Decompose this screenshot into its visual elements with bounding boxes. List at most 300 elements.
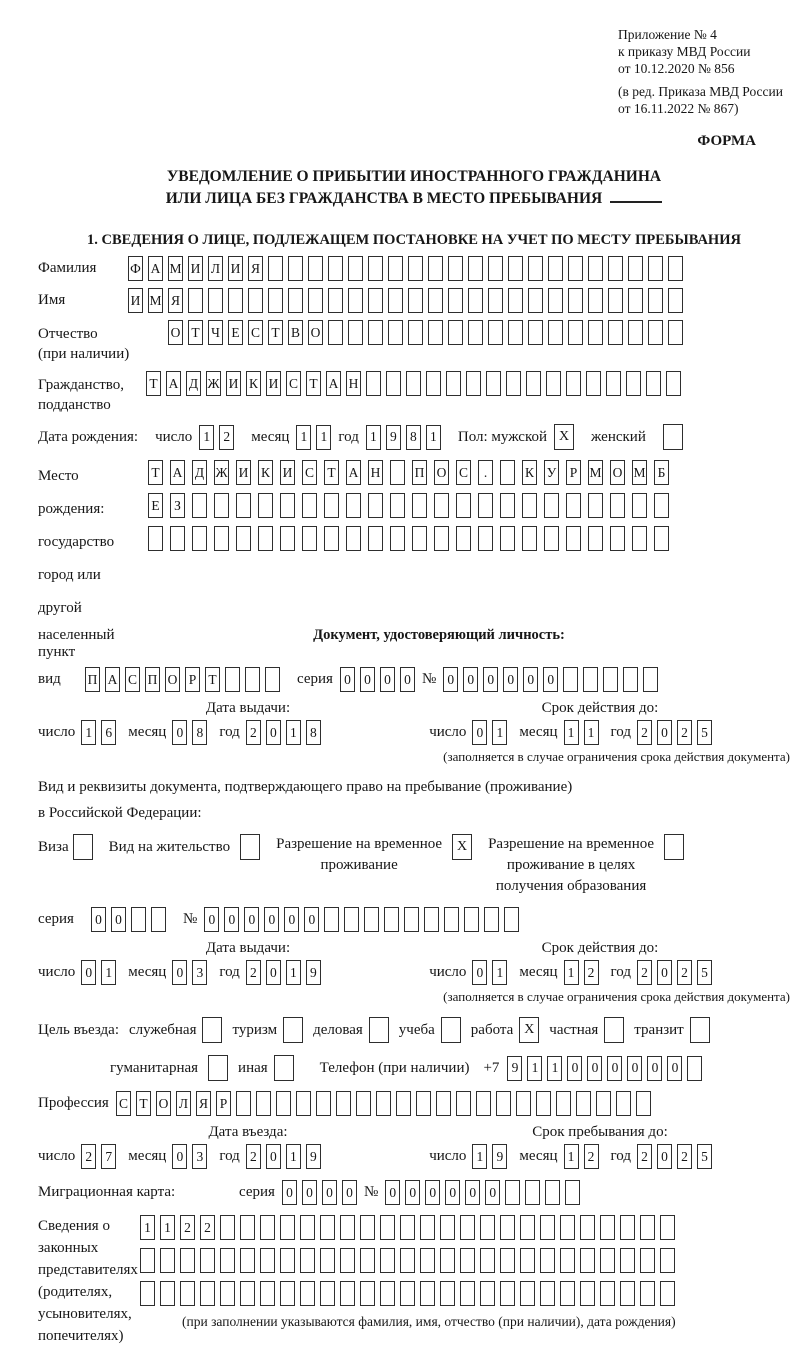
char-box[interactable] — [500, 1248, 515, 1273]
char-box[interactable]: 5 — [697, 1144, 712, 1169]
char-box[interactable] — [328, 256, 343, 281]
char-box[interactable]: Т — [324, 460, 339, 485]
char-box[interactable] — [151, 907, 166, 932]
char-box[interactable] — [240, 1281, 255, 1306]
char-box[interactable]: Е — [228, 320, 243, 345]
char-box[interactable] — [440, 1281, 455, 1306]
char-box[interactable]: 1 — [564, 720, 579, 745]
char-box[interactable]: 0 — [523, 667, 538, 692]
char-box[interactable] — [663, 424, 683, 450]
char-box[interactable] — [528, 288, 543, 313]
char-box[interactable] — [456, 526, 471, 551]
char-box[interactable] — [588, 526, 603, 551]
char-box[interactable] — [428, 256, 443, 281]
char-box[interactable] — [610, 526, 625, 551]
char-box[interactable] — [588, 256, 603, 281]
char-box[interactable] — [260, 1248, 275, 1273]
char-box[interactable] — [540, 1248, 555, 1273]
char-box[interactable]: М — [148, 288, 163, 313]
char-box[interactable]: И — [128, 288, 143, 313]
char-box[interactable]: Ж — [214, 460, 229, 485]
char-box[interactable] — [448, 256, 463, 281]
char-box[interactable] — [600, 1281, 615, 1306]
char-box[interactable]: 0 — [485, 1180, 500, 1205]
char-box[interactable]: 0 — [443, 667, 458, 692]
char-box[interactable]: . — [478, 460, 493, 485]
char-box[interactable] — [505, 1180, 520, 1205]
char-box[interactable] — [400, 1215, 415, 1240]
char-box[interactable]: 0 — [543, 667, 558, 692]
char-box[interactable] — [464, 907, 479, 932]
char-box[interactable] — [508, 320, 523, 345]
char-box[interactable]: 2 — [677, 960, 692, 985]
char-box[interactable] — [200, 1281, 215, 1306]
char-box[interactable]: Д — [186, 371, 201, 396]
char-box[interactable] — [240, 1248, 255, 1273]
char-box[interactable] — [200, 1248, 215, 1273]
char-box[interactable]: 0 — [400, 667, 415, 692]
char-box[interactable]: 0 — [567, 1056, 582, 1081]
char-box[interactable]: И — [236, 460, 251, 485]
char-box[interactable]: Р — [216, 1091, 231, 1116]
char-box[interactable] — [660, 1281, 675, 1306]
char-box[interactable] — [390, 460, 405, 485]
char-box[interactable]: И — [228, 256, 243, 281]
char-box[interactable] — [214, 493, 229, 518]
char-box[interactable]: 8 — [306, 720, 321, 745]
char-box[interactable] — [478, 526, 493, 551]
char-box[interactable]: 1 — [286, 720, 301, 745]
char-box[interactable]: 1 — [547, 1056, 562, 1081]
char-box[interactable]: 6 — [101, 720, 116, 745]
char-box[interactable] — [568, 320, 583, 345]
char-box[interactable] — [540, 1281, 555, 1306]
char-box[interactable]: К — [246, 371, 261, 396]
char-box[interactable]: Н — [368, 460, 383, 485]
char-box[interactable] — [654, 526, 669, 551]
char-box[interactable]: 0 — [472, 720, 487, 745]
char-box[interactable] — [528, 256, 543, 281]
char-box[interactable] — [208, 1055, 228, 1081]
char-box[interactable] — [426, 371, 441, 396]
char-box[interactable] — [302, 526, 317, 551]
char-box[interactable] — [308, 256, 323, 281]
char-box[interactable] — [220, 1248, 235, 1273]
char-box[interactable]: С — [125, 667, 140, 692]
char-box[interactable] — [456, 1091, 471, 1116]
char-box[interactable] — [280, 1248, 295, 1273]
char-box[interactable] — [280, 493, 295, 518]
char-box[interactable]: У — [544, 460, 559, 485]
char-box[interactable]: Ж — [206, 371, 221, 396]
char-box[interactable]: 0 — [607, 1056, 622, 1081]
char-box[interactable] — [588, 320, 603, 345]
char-box[interactable] — [140, 1281, 155, 1306]
char-box[interactable]: 0 — [81, 960, 96, 985]
char-box[interactable] — [302, 493, 317, 518]
char-box[interactable]: 0 — [111, 907, 126, 932]
char-box[interactable] — [420, 1215, 435, 1240]
char-box[interactable]: 0 — [340, 667, 355, 692]
char-box[interactable] — [320, 1281, 335, 1306]
char-box[interactable] — [478, 493, 493, 518]
char-box[interactable]: Т — [188, 320, 203, 345]
char-box[interactable]: Л — [208, 256, 223, 281]
char-box[interactable] — [516, 1091, 531, 1116]
char-box[interactable] — [245, 667, 260, 692]
char-box[interactable] — [486, 371, 501, 396]
char-box[interactable]: А — [326, 371, 341, 396]
char-box[interactable] — [346, 526, 361, 551]
char-box[interactable]: О — [165, 667, 180, 692]
char-box[interactable] — [192, 493, 207, 518]
char-box[interactable] — [648, 288, 663, 313]
char-box[interactable]: 1 — [584, 720, 599, 745]
char-box[interactable]: А — [346, 460, 361, 485]
char-box[interactable] — [434, 493, 449, 518]
char-box[interactable]: 0 — [587, 1056, 602, 1081]
char-box[interactable] — [480, 1215, 495, 1240]
char-box[interactable] — [548, 320, 563, 345]
char-box[interactable] — [520, 1215, 535, 1240]
char-box[interactable] — [400, 1248, 415, 1273]
char-box[interactable] — [388, 256, 403, 281]
char-box[interactable] — [536, 1091, 551, 1116]
char-box[interactable]: 5 — [697, 960, 712, 985]
char-box[interactable] — [368, 320, 383, 345]
char-box[interactable]: П — [85, 667, 100, 692]
char-box[interactable] — [280, 526, 295, 551]
char-box[interactable]: 1 — [366, 425, 381, 450]
char-box[interactable] — [408, 320, 423, 345]
char-box[interactable] — [416, 1091, 431, 1116]
char-box[interactable]: Я — [196, 1091, 211, 1116]
char-box[interactable]: 2 — [637, 720, 652, 745]
char-box[interactable]: 1 — [101, 960, 116, 985]
char-box[interactable]: Ф — [128, 256, 143, 281]
char-box[interactable] — [386, 371, 401, 396]
char-box[interactable]: Я — [168, 288, 183, 313]
char-box[interactable]: 1 — [81, 720, 96, 745]
char-box[interactable] — [256, 1091, 271, 1116]
char-box[interactable] — [288, 288, 303, 313]
char-box[interactable]: 8 — [406, 425, 421, 450]
char-box[interactable]: А — [148, 256, 163, 281]
char-box[interactable]: С — [116, 1091, 131, 1116]
char-box[interactable] — [369, 1017, 389, 1043]
char-box[interactable]: 0 — [172, 1144, 187, 1169]
char-box[interactable]: Д — [192, 460, 207, 485]
char-box[interactable]: Е — [148, 493, 163, 518]
char-box[interactable] — [268, 256, 283, 281]
char-box[interactable]: 1 — [316, 425, 331, 450]
char-box[interactable] — [520, 1281, 535, 1306]
char-box[interactable] — [160, 1248, 175, 1273]
char-box[interactable] — [628, 288, 643, 313]
char-box[interactable]: Т — [146, 371, 161, 396]
char-box[interactable] — [628, 256, 643, 281]
char-box[interactable] — [576, 1091, 591, 1116]
char-box[interactable] — [480, 1281, 495, 1306]
char-box[interactable] — [526, 371, 541, 396]
char-box[interactable] — [520, 1248, 535, 1273]
char-box[interactable] — [632, 493, 647, 518]
char-box[interactable]: 0 — [657, 960, 672, 985]
char-box[interactable]: 5 — [697, 720, 712, 745]
char-box[interactable]: X — [519, 1017, 539, 1043]
char-box[interactable]: 9 — [507, 1056, 522, 1081]
char-box[interactable] — [324, 526, 339, 551]
char-box[interactable] — [623, 667, 638, 692]
char-box[interactable]: 0 — [647, 1056, 662, 1081]
char-box[interactable] — [260, 1281, 275, 1306]
char-box[interactable]: 0 — [445, 1180, 460, 1205]
char-box[interactable]: 2 — [246, 720, 261, 745]
char-box[interactable]: Т — [306, 371, 321, 396]
char-box[interactable] — [468, 256, 483, 281]
char-box[interactable] — [366, 371, 381, 396]
char-box[interactable]: 0 — [667, 1056, 682, 1081]
char-box[interactable] — [548, 256, 563, 281]
char-box[interactable] — [360, 1215, 375, 1240]
char-box[interactable] — [180, 1281, 195, 1306]
char-box[interactable]: А — [170, 460, 185, 485]
char-box[interactable] — [603, 667, 618, 692]
char-box[interactable]: Л — [176, 1091, 191, 1116]
char-box[interactable]: 9 — [386, 425, 401, 450]
char-box[interactable] — [236, 493, 251, 518]
char-box[interactable] — [340, 1215, 355, 1240]
char-box[interactable] — [488, 320, 503, 345]
char-box[interactable] — [406, 371, 421, 396]
char-box[interactable] — [525, 1180, 540, 1205]
char-box[interactable]: 0 — [463, 667, 478, 692]
char-box[interactable]: Р — [566, 460, 581, 485]
char-box[interactable]: 1 — [472, 1144, 487, 1169]
char-box[interactable]: 1 — [199, 425, 214, 450]
char-box[interactable] — [380, 1281, 395, 1306]
char-box[interactable]: О — [156, 1091, 171, 1116]
char-box[interactable] — [500, 1281, 515, 1306]
char-box[interactable] — [488, 256, 503, 281]
char-box[interactable]: 0 — [244, 907, 259, 932]
char-box[interactable] — [236, 526, 251, 551]
char-box[interactable] — [456, 493, 471, 518]
char-box[interactable] — [620, 1215, 635, 1240]
char-box[interactable]: С — [286, 371, 301, 396]
char-box[interactable] — [646, 371, 661, 396]
char-box[interactable]: 0 — [284, 907, 299, 932]
char-box[interactable] — [441, 1017, 461, 1043]
char-box[interactable] — [565, 1180, 580, 1205]
char-box[interactable]: 0 — [405, 1180, 420, 1205]
char-box[interactable] — [488, 288, 503, 313]
char-box[interactable] — [180, 1248, 195, 1273]
char-box[interactable]: 0 — [657, 720, 672, 745]
char-box[interactable]: К — [522, 460, 537, 485]
char-box[interactable]: Ч — [208, 320, 223, 345]
char-box[interactable] — [668, 256, 683, 281]
char-box[interactable] — [228, 288, 243, 313]
char-box[interactable]: X — [452, 834, 472, 860]
char-box[interactable] — [396, 1091, 411, 1116]
char-box[interactable]: X — [554, 424, 574, 450]
char-box[interactable] — [258, 526, 273, 551]
char-box[interactable]: 1 — [296, 425, 311, 450]
char-box[interactable]: 0 — [172, 960, 187, 985]
char-box[interactable] — [484, 907, 499, 932]
char-box[interactable] — [468, 320, 483, 345]
char-box[interactable] — [596, 1091, 611, 1116]
char-box[interactable] — [648, 320, 663, 345]
char-box[interactable] — [640, 1281, 655, 1306]
char-box[interactable]: 8 — [192, 720, 207, 745]
char-box[interactable]: 9 — [306, 960, 321, 985]
char-box[interactable] — [328, 320, 343, 345]
char-box[interactable] — [440, 1215, 455, 1240]
char-box[interactable] — [324, 493, 339, 518]
char-box[interactable] — [468, 288, 483, 313]
char-box[interactable]: 0 — [483, 667, 498, 692]
char-box[interactable] — [606, 371, 621, 396]
char-box[interactable]: О — [308, 320, 323, 345]
char-box[interactable] — [160, 1281, 175, 1306]
char-box[interactable] — [500, 526, 515, 551]
char-box[interactable] — [260, 1215, 275, 1240]
char-box[interactable] — [636, 1091, 651, 1116]
char-box[interactable] — [460, 1281, 475, 1306]
char-box[interactable] — [276, 1091, 291, 1116]
char-box[interactable] — [390, 493, 405, 518]
char-box[interactable] — [170, 526, 185, 551]
char-box[interactable] — [340, 1248, 355, 1273]
char-box[interactable] — [360, 1248, 375, 1273]
char-box[interactable]: И — [280, 460, 295, 485]
char-box[interactable] — [280, 1281, 295, 1306]
char-box[interactable] — [404, 907, 419, 932]
char-box[interactable] — [202, 1017, 222, 1043]
char-box[interactable]: 2 — [677, 1144, 692, 1169]
char-box[interactable] — [444, 907, 459, 932]
char-box[interactable]: 2 — [584, 960, 599, 985]
char-box[interactable]: И — [266, 371, 281, 396]
char-box[interactable] — [428, 320, 443, 345]
char-box[interactable] — [356, 1091, 371, 1116]
char-box[interactable]: 9 — [306, 1144, 321, 1169]
char-box[interactable]: 0 — [657, 1144, 672, 1169]
char-box[interactable] — [300, 1248, 315, 1273]
char-box[interactable] — [626, 371, 641, 396]
char-box[interactable] — [668, 320, 683, 345]
char-box[interactable] — [566, 526, 581, 551]
char-box[interactable] — [346, 493, 361, 518]
char-box[interactable] — [568, 256, 583, 281]
char-box[interactable]: 0 — [360, 667, 375, 692]
char-box[interactable] — [236, 1091, 251, 1116]
char-box[interactable] — [566, 371, 581, 396]
char-box[interactable]: 0 — [385, 1180, 400, 1205]
char-box[interactable] — [560, 1281, 575, 1306]
char-box[interactable] — [566, 493, 581, 518]
char-box[interactable]: Н — [346, 371, 361, 396]
char-box[interactable]: 2 — [81, 1144, 96, 1169]
char-box[interactable]: О — [610, 460, 625, 485]
char-box[interactable]: 1 — [564, 1144, 579, 1169]
char-box[interactable]: П — [145, 667, 160, 692]
char-box[interactable]: Т — [136, 1091, 151, 1116]
char-box[interactable] — [412, 493, 427, 518]
char-box[interactable]: Т — [205, 667, 220, 692]
char-box[interactable] — [225, 667, 240, 692]
char-box[interactable] — [522, 493, 537, 518]
char-box[interactable] — [240, 1215, 255, 1240]
char-box[interactable] — [568, 288, 583, 313]
char-box[interactable] — [690, 1017, 710, 1043]
char-box[interactable] — [368, 256, 383, 281]
char-box[interactable]: С — [456, 460, 471, 485]
char-box[interactable] — [560, 1248, 575, 1273]
char-box[interactable] — [448, 320, 463, 345]
char-box[interactable]: 0 — [627, 1056, 642, 1081]
char-box[interactable] — [604, 1017, 624, 1043]
char-box[interactable]: И — [188, 256, 203, 281]
char-box[interactable]: М — [588, 460, 603, 485]
char-box[interactable] — [296, 1091, 311, 1116]
char-box[interactable] — [248, 288, 263, 313]
char-box[interactable] — [583, 667, 598, 692]
char-box[interactable] — [500, 460, 515, 485]
char-box[interactable]: 0 — [503, 667, 518, 692]
char-box[interactable] — [131, 907, 146, 932]
char-box[interactable]: 0 — [304, 907, 319, 932]
char-box[interactable] — [448, 288, 463, 313]
char-box[interactable] — [348, 256, 363, 281]
char-box[interactable] — [208, 288, 223, 313]
char-box[interactable] — [316, 1091, 331, 1116]
char-box[interactable] — [508, 256, 523, 281]
char-box[interactable] — [668, 288, 683, 313]
char-box[interactable] — [384, 907, 399, 932]
char-box[interactable] — [408, 256, 423, 281]
char-box[interactable]: 0 — [91, 907, 106, 932]
char-box[interactable]: Т — [148, 460, 163, 485]
char-box[interactable] — [660, 1248, 675, 1273]
char-box[interactable]: 2 — [200, 1215, 215, 1240]
char-box[interactable] — [420, 1248, 435, 1273]
char-box[interactable] — [324, 907, 339, 932]
char-box[interactable] — [140, 1248, 155, 1273]
char-box[interactable]: 0 — [282, 1180, 297, 1205]
char-box[interactable] — [380, 1215, 395, 1240]
char-box[interactable] — [506, 371, 521, 396]
char-box[interactable]: 1 — [286, 960, 301, 985]
char-box[interactable] — [220, 1215, 235, 1240]
char-box[interactable] — [440, 1248, 455, 1273]
char-box[interactable] — [428, 288, 443, 313]
char-box[interactable] — [500, 493, 515, 518]
char-box[interactable]: 3 — [192, 1144, 207, 1169]
char-box[interactable] — [664, 834, 684, 860]
char-box[interactable] — [368, 493, 383, 518]
char-box[interactable] — [544, 526, 559, 551]
char-box[interactable] — [528, 320, 543, 345]
char-box[interactable] — [408, 288, 423, 313]
char-box[interactable]: 2 — [637, 960, 652, 985]
char-box[interactable] — [600, 1248, 615, 1273]
char-box[interactable] — [608, 320, 623, 345]
char-box[interactable] — [666, 371, 681, 396]
char-box[interactable] — [364, 907, 379, 932]
